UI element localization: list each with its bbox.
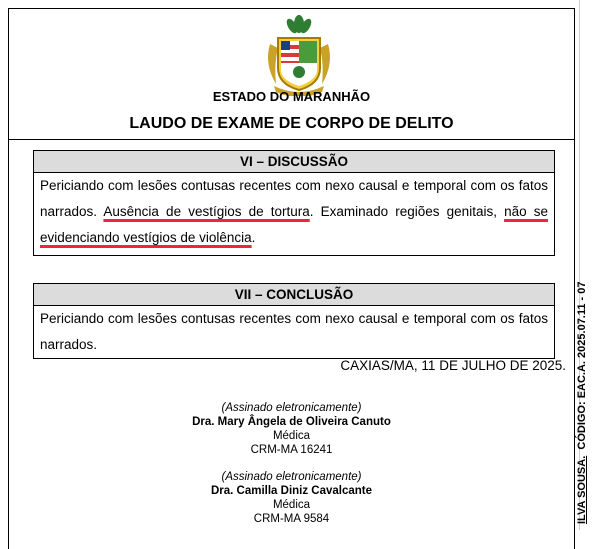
signature-block-1	[9, 401, 574, 457]
stamp-name: ILVA SOUSA.	[576, 455, 588, 524]
conclusion-heading: VII – CONCLUSÃO	[34, 284, 554, 306]
place-date: CAXIAS/MA, 11 DE JULHO DE 2025.	[340, 358, 566, 373]
highlight-torture: Ausência de vestígios de tortura	[103, 204, 310, 219]
document-page	[8, 8, 575, 549]
document-title: LAUDO DE EXAME DE CORPO DE DELITO	[129, 115, 454, 132]
conclusion-section	[33, 283, 555, 359]
state-name: ESTADO DO MARANHÃO	[212, 89, 371, 104]
header-divider	[9, 139, 574, 140]
signature-note: (Assinado eletronicamente)	[221, 402, 362, 414]
discussion-text-part: .	[251, 230, 256, 245]
discussion-text-part: . Examinado regiões genitais,	[309, 204, 505, 219]
coat-of-arms-icon	[256, 14, 342, 96]
highlight-violence: não se evidenciando vestígios de violência	[40, 204, 548, 245]
stamp-code: CÓDIGO: EAC.A. 2025.07.11 - 07	[576, 281, 588, 450]
signer-role: Médica	[272, 430, 311, 442]
discussion-text-part: Periciando com lesões contusas recentes com nexo causal e temporal com os fatos narrados.	[40, 178, 548, 219]
signature-block-2	[9, 470, 574, 526]
conclusion-text: Periciando com lesões contusas recentes com nexo causal e temporal com os fatos narrados.	[40, 311, 548, 352]
signer-role: Médica	[272, 499, 311, 511]
side-margin	[576, 0, 605, 530]
signature-note: (Assinado eletronicamente)	[221, 471, 362, 483]
discussion-section	[33, 150, 555, 256]
discussion-heading: VI – DISCUSSÃO	[34, 151, 554, 173]
signer-name: Dra. Mary Ângela de Oliveira Canuto	[192, 416, 391, 428]
vertical-stamp	[576, 224, 588, 524]
signer-registry: CRM-MA 9584	[253, 513, 330, 525]
signer-registry: CRM-MA 16241	[250, 444, 333, 456]
discussion-text	[34, 173, 554, 251]
signer-name: Dra. Camilla Diniz Cavalcante	[210, 485, 373, 497]
